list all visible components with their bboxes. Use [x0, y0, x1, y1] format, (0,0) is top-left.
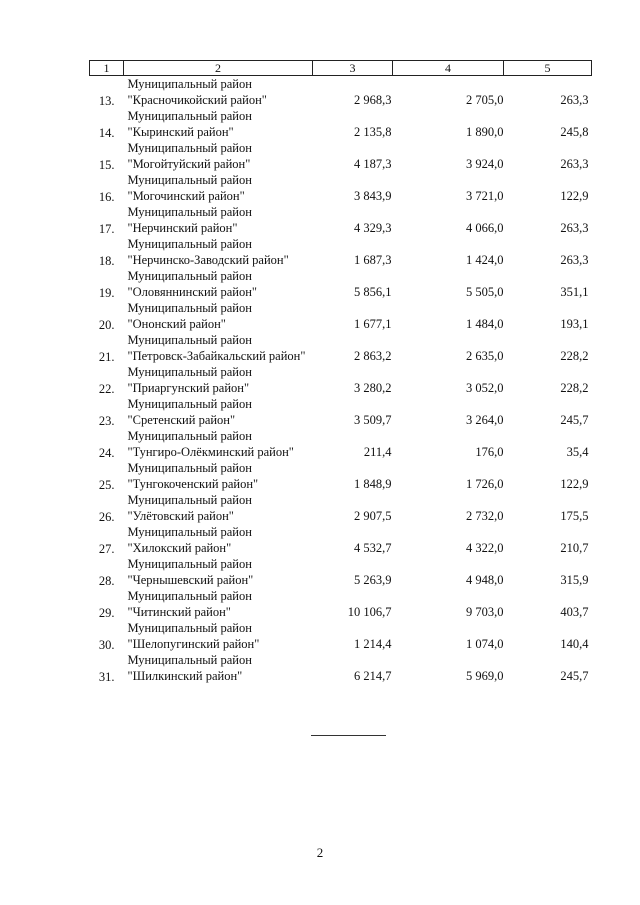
district-type: Муниципальный район — [127, 269, 252, 283]
district-type: Муниципальный район — [127, 301, 252, 315]
row-number: 16. — [98, 190, 115, 204]
value-col-5: 228,2 — [560, 349, 589, 363]
district-name — [124, 364, 313, 396]
district-type: Муниципальный район — [127, 557, 252, 571]
value-col-4: 9 703,0 — [466, 605, 504, 619]
district-title: "Могойтуйский район" — [127, 156, 251, 171]
table-row — [90, 364, 592, 396]
value-col-4: 3 052,0 — [466, 381, 504, 395]
district-type: Муниципальный район — [127, 77, 252, 91]
district-name — [124, 172, 313, 204]
value-col-3: 1 687,3 — [354, 253, 392, 267]
value-col-5: 228,2 — [560, 381, 589, 395]
district-name — [124, 332, 313, 364]
value-col-3: 5 856,1 — [354, 285, 392, 299]
district-title: "Читинский район" — [127, 604, 231, 619]
district-type: Муниципальный район — [127, 525, 252, 539]
district-type: Муниципальный район — [127, 237, 252, 251]
district-title: "Шелопугинский район" — [127, 636, 260, 651]
end-divider — [311, 735, 386, 736]
district-name — [124, 556, 313, 588]
district-name — [124, 492, 313, 524]
header-col-1: 1 — [90, 61, 124, 76]
table-row — [90, 140, 592, 172]
table-body — [90, 76, 592, 685]
district-budget-table — [89, 60, 592, 684]
value-col-4: 1 726,0 — [466, 477, 504, 491]
value-col-3: 3 843,9 — [354, 189, 392, 203]
value-col-4: 1 074,0 — [466, 637, 504, 651]
row-number: 29. — [98, 606, 115, 620]
header-col-3: 3 — [313, 61, 393, 76]
district-type: Муниципальный район — [127, 493, 252, 507]
table-row — [90, 300, 592, 332]
value-col-3: 4 187,3 — [354, 157, 392, 171]
district-type: Муниципальный район — [127, 141, 252, 155]
value-col-5: 140,4 — [560, 637, 589, 651]
value-col-3: 6 214,7 — [354, 669, 392, 683]
district-type: Муниципальный район — [127, 461, 252, 475]
district-type: Муниципальный район — [127, 621, 252, 635]
value-col-3: 2 907,5 — [354, 509, 392, 523]
district-title: "Тунгокоченский район" — [127, 476, 259, 491]
district-name — [124, 396, 313, 428]
value-col-4: 2 635,0 — [466, 349, 504, 363]
value-col-4: 3 924,0 — [466, 157, 504, 171]
table-row — [90, 492, 592, 524]
table-row — [90, 76, 592, 109]
value-col-3: 5 263,9 — [354, 573, 392, 587]
district-name — [124, 460, 313, 492]
row-number: 21. — [98, 350, 115, 364]
district-title: "Могочинский район" — [127, 188, 245, 203]
row-number: 13. — [98, 94, 115, 108]
district-title: "Оловяннинский район" — [127, 284, 258, 299]
district-name — [124, 300, 313, 332]
district-title: "Нерчинский район" — [127, 220, 238, 235]
district-title: "Ононский район" — [127, 316, 226, 331]
district-name — [124, 428, 313, 460]
district-name — [124, 588, 313, 620]
row-number: 18. — [98, 254, 115, 268]
district-name — [124, 140, 313, 172]
district-name — [124, 524, 313, 556]
value-col-5: 245,8 — [560, 125, 589, 139]
district-title: "Нерчинско-Заводский район" — [127, 252, 289, 267]
value-col-4: 1 484,0 — [466, 317, 504, 331]
value-col-3: 3 280,2 — [354, 381, 392, 395]
district-title: "Улётовский район" — [127, 508, 234, 523]
district-name — [124, 204, 313, 236]
table-row — [90, 588, 592, 620]
district-title: "Кыринский район" — [127, 124, 234, 139]
district-type: Муниципальный район — [127, 205, 252, 219]
district-type: Муниципальный район — [127, 653, 252, 667]
district-type: Муниципальный район — [127, 333, 252, 347]
district-title: "Приаргунский район" — [127, 380, 250, 395]
value-col-5: 35,4 — [566, 445, 589, 459]
table-row — [90, 396, 592, 428]
value-col-4: 4 948,0 — [466, 573, 504, 587]
table-row — [90, 268, 592, 300]
value-col-3: 4 532,7 — [354, 541, 392, 555]
value-col-5: 263,3 — [560, 253, 589, 267]
row-number: 30. — [98, 638, 115, 652]
value-col-5: 263,3 — [560, 221, 589, 235]
header-col-4: 4 — [393, 61, 504, 76]
value-col-3: 211,4 — [363, 445, 392, 459]
district-type: Муниципальный район — [127, 589, 252, 603]
table-row — [90, 204, 592, 236]
value-col-3: 1 848,9 — [354, 477, 392, 491]
table-row — [90, 652, 592, 684]
value-col-5: 175,5 — [560, 509, 589, 523]
district-name — [124, 76, 313, 109]
district-title: "Тунгиро-Олёкминский район" — [127, 444, 294, 459]
row-number: 17. — [98, 222, 115, 236]
row-number: 24. — [98, 446, 115, 460]
value-col-3: 2 135,8 — [354, 125, 392, 139]
value-col-3: 10 106,7 — [347, 605, 392, 619]
header-col-2: 2 — [124, 61, 313, 76]
value-col-5: 351,1 — [560, 285, 589, 299]
row-number: 26. — [98, 510, 115, 524]
row-number: 19. — [98, 286, 115, 300]
row-number: 15. — [98, 158, 115, 172]
row-number: 27. — [98, 542, 115, 556]
row-number: 25. — [98, 478, 115, 492]
value-col-4: 3 721,0 — [466, 189, 504, 203]
value-col-3: 4 329,3 — [354, 221, 392, 235]
district-name — [124, 268, 313, 300]
district-type: Муниципальный район — [127, 365, 252, 379]
value-col-5: 245,7 — [560, 413, 589, 427]
table-row — [90, 172, 592, 204]
value-col-5: 210,7 — [560, 541, 589, 555]
value-col-5: 315,9 — [560, 573, 589, 587]
value-col-3: 2 863,2 — [354, 349, 392, 363]
value-col-5: 245,7 — [560, 669, 589, 683]
table-header — [90, 61, 592, 76]
value-col-4: 1 890,0 — [466, 125, 504, 139]
table-row — [90, 556, 592, 588]
value-col-4: 5 505,0 — [466, 285, 504, 299]
district-title: "Хилокский район" — [127, 540, 232, 555]
value-col-5: 193,1 — [560, 317, 589, 331]
value-col-3: 3 509,7 — [354, 413, 392, 427]
district-type: Муниципальный район — [127, 429, 252, 443]
value-col-5: 122,9 — [560, 477, 589, 491]
district-name — [124, 236, 313, 268]
value-col-4: 1 424,0 — [466, 253, 504, 267]
district-title: "Петровск-Забайкальский район" — [127, 348, 306, 363]
value-col-4: 176,0 — [475, 445, 504, 459]
row-number: 31. — [98, 670, 115, 684]
value-col-4: 4 322,0 — [466, 541, 504, 555]
district-name — [124, 652, 313, 684]
district-title: "Красночикойский район" — [127, 92, 267, 107]
row-number: 22. — [98, 382, 115, 396]
district-type: Муниципальный район — [127, 397, 252, 411]
page-number: 2 — [316, 845, 324, 860]
district-name — [124, 108, 313, 140]
value-col-5: 122,9 — [560, 189, 589, 203]
value-col-3: 2 968,3 — [354, 93, 392, 107]
table-row — [90, 236, 592, 268]
district-type: Муниципальный район — [127, 173, 252, 187]
value-col-3: 1 214,4 — [354, 637, 392, 651]
row-number: 28. — [98, 574, 115, 588]
value-col-5: 403,7 — [560, 605, 589, 619]
district-type: Муниципальный район — [127, 109, 252, 123]
table-row — [90, 428, 592, 460]
value-col-4: 5 969,0 — [466, 669, 504, 683]
district-title: "Сретенский район" — [127, 412, 236, 427]
district-name — [124, 620, 313, 652]
value-col-3: 1 677,1 — [354, 317, 392, 331]
district-title: "Шилкинский район" — [127, 668, 243, 683]
table-row — [90, 524, 592, 556]
table-row — [90, 620, 592, 652]
table-row — [90, 108, 592, 140]
value-col-4: 3 264,0 — [466, 413, 504, 427]
district-title: "Чернышевский район" — [127, 572, 254, 587]
row-number: 23. — [98, 414, 115, 428]
row-number: 14. — [98, 126, 115, 140]
value-col-4: 2 732,0 — [466, 509, 504, 523]
header-col-5: 5 — [504, 61, 592, 76]
value-col-4: 4 066,0 — [466, 221, 504, 235]
table-row — [90, 460, 592, 492]
table-row — [90, 332, 592, 364]
value-col-4: 2 705,0 — [466, 93, 504, 107]
value-col-5: 263,3 — [560, 157, 589, 171]
row-number: 20. — [98, 318, 115, 332]
value-col-5: 263,3 — [560, 93, 589, 107]
